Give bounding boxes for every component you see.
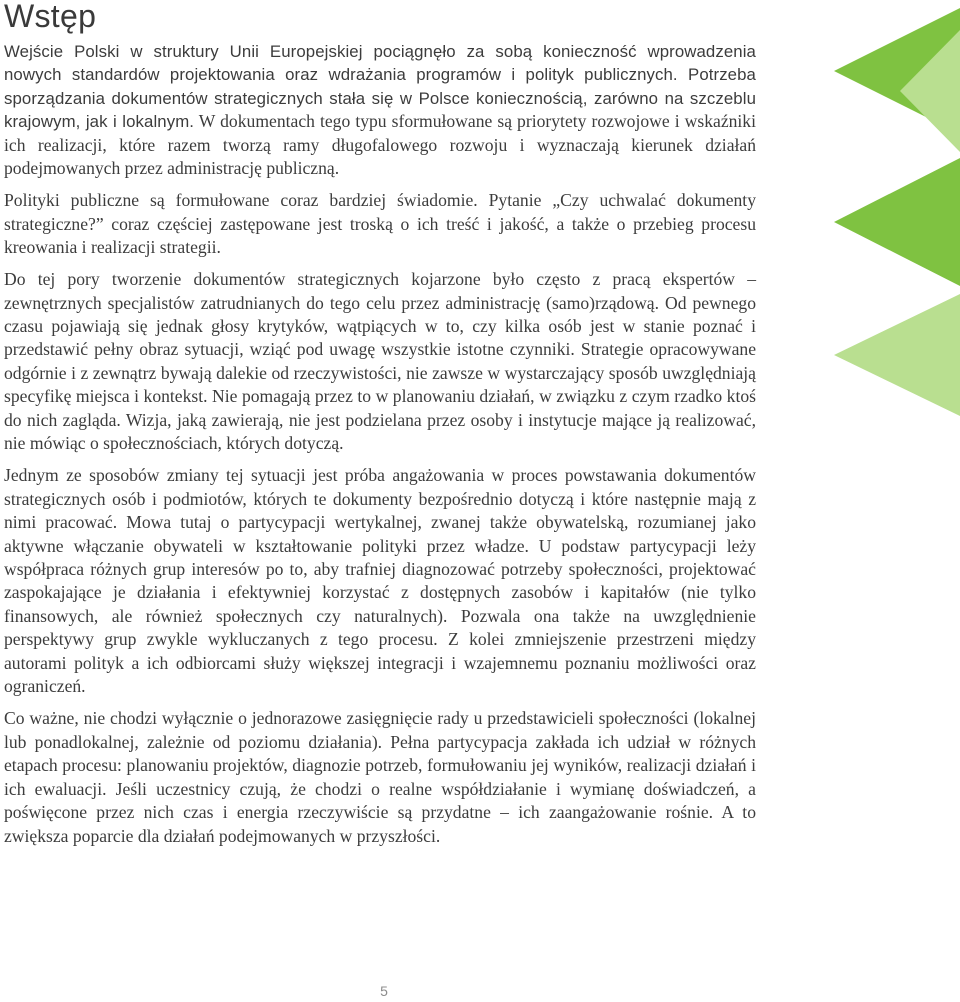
green-triangles-decoration [826, 0, 960, 420]
paragraph-importance: Co ważne, nie chodzi wyłącznie o jednorazowe zasięgnięcie rady u przedstawicieli społeczności (lokalnej lub ponadlokalnej, zależnie od poziomu działania). Pełna partycypacja zakłada ich udział w różnych etapach procesu: planowaniu projektów, diagnozie potrzeb, formułowaniu jej wyników, realizacji działań i ich ewaluacji. Jeśli uczestnicy czują, że chodzi o realne współdziałanie i wymianę doświadczeń, a poświęcone przez nich czas i energia rzeczywiście są przydatne – ich zaangażowanie rośnie. A to zwiększa poparcie dla działań podejmowanych w przyszłości. [4, 708, 756, 846]
triangle-light-lower [834, 294, 960, 416]
body-text [4, 40, 756, 848]
page-title: Wstęp [4, 0, 97, 34]
paragraph-experts: Do tej pory tworzenie dokumentów strategicznych kojarzone było często z pracą ekspertów – zewnętrznych specjalistów zatrudnianych do tego celu przez administrację (samo)rządową. Od pewnego czasu pojawiają się jednak głosy krytyków, wątpiących w to, czy kilka osób jest w stanie poznać i przedstawić pełny obraz sytuacji, wziąć pod uwagę wszystkie istotne czynniki. Strategie opracowywane odgórnie i z zewnątrz bywają dalekie od rzeczywistości, nie zawsze w wystarczający sposób uwzględniają specyfikę miejsca i kontekst. Nie pomagają przez to w planowaniu działań, w związku z czym rzadko ktoś do nich zagląda. Wizja, jaką zawierają, nie jest podzielana przez osoby i instytucje mające ją realizować, nie mówiąc o społecznościach, których dotyczą. [4, 269, 756, 454]
page-number: 5 [380, 983, 388, 999]
triangle-middle [834, 158, 960, 286]
paragraph-awareness: Polityki publiczne są formułowane coraz bardziej świadomie. Pytanie „Czy uchwalać dokumenty strategiczne?” coraz częściej zastępowane jest troską o ich treść i jakość, a także o przebieg procesu kreowania i realizacji strategii. [4, 190, 756, 258]
paragraph-intro-lead: Wejście Polski w struktury Unii Europejskiej pociągnęło za sobą konieczność wprowadzenia nowych standardów projektowania oraz wdrażania programów i polityk publicznych. Potrzeba sporządzania dokumentów strategicznych stała się w Polsce koniecznością, zarówno na szczeblu krajowym, jak i lokalnym. [4, 42, 756, 132]
paragraph-intro-continuation: W dokumentach tego typu sformułowane są priorytety rozwojowe i wskaźniki ich realizacji, które razem tworzą ramy długofalowego rozwoju i wyznaczają kierunek działań podejmowanych przez administrację publiczną. [4, 111, 756, 179]
paragraph-participation: Jednym ze sposobów zmiany tej sytuacji jest próba angażowania w proces powstawania dokumentów strategicznych osób i podmiotów, których te dokumenty bezpośrednio dotyczą i które następnie mają z nimi pracować. Mowa tutaj o partycypacji wertykalnej, zwanej także obywatelską, rozumianej jako aktywne włączanie obywateli w kształtowanie polityki przez władze. U podstaw partycypacji leży współpraca różnych grup interesów po to, aby trafniej diagnozować potrzeby społeczności, projektować zaspokajające je działania i efektywniej korzystać z dostępnych zasobów i kapitałów (nie tylko finansowych, ale również społecznych czy naturalnych). Pozwala ona także na uwzględnienie perspektywy grup zwykle wykluczanych z tego procesu. Z kolei zmniejszenie przestrzeni między autorami polityk a ich odbiorcami służy większej integracji i wzajemnemu poznaniu możliwości oraz ograniczeń. [4, 465, 756, 697]
paragraph-intro [4, 40, 756, 181]
